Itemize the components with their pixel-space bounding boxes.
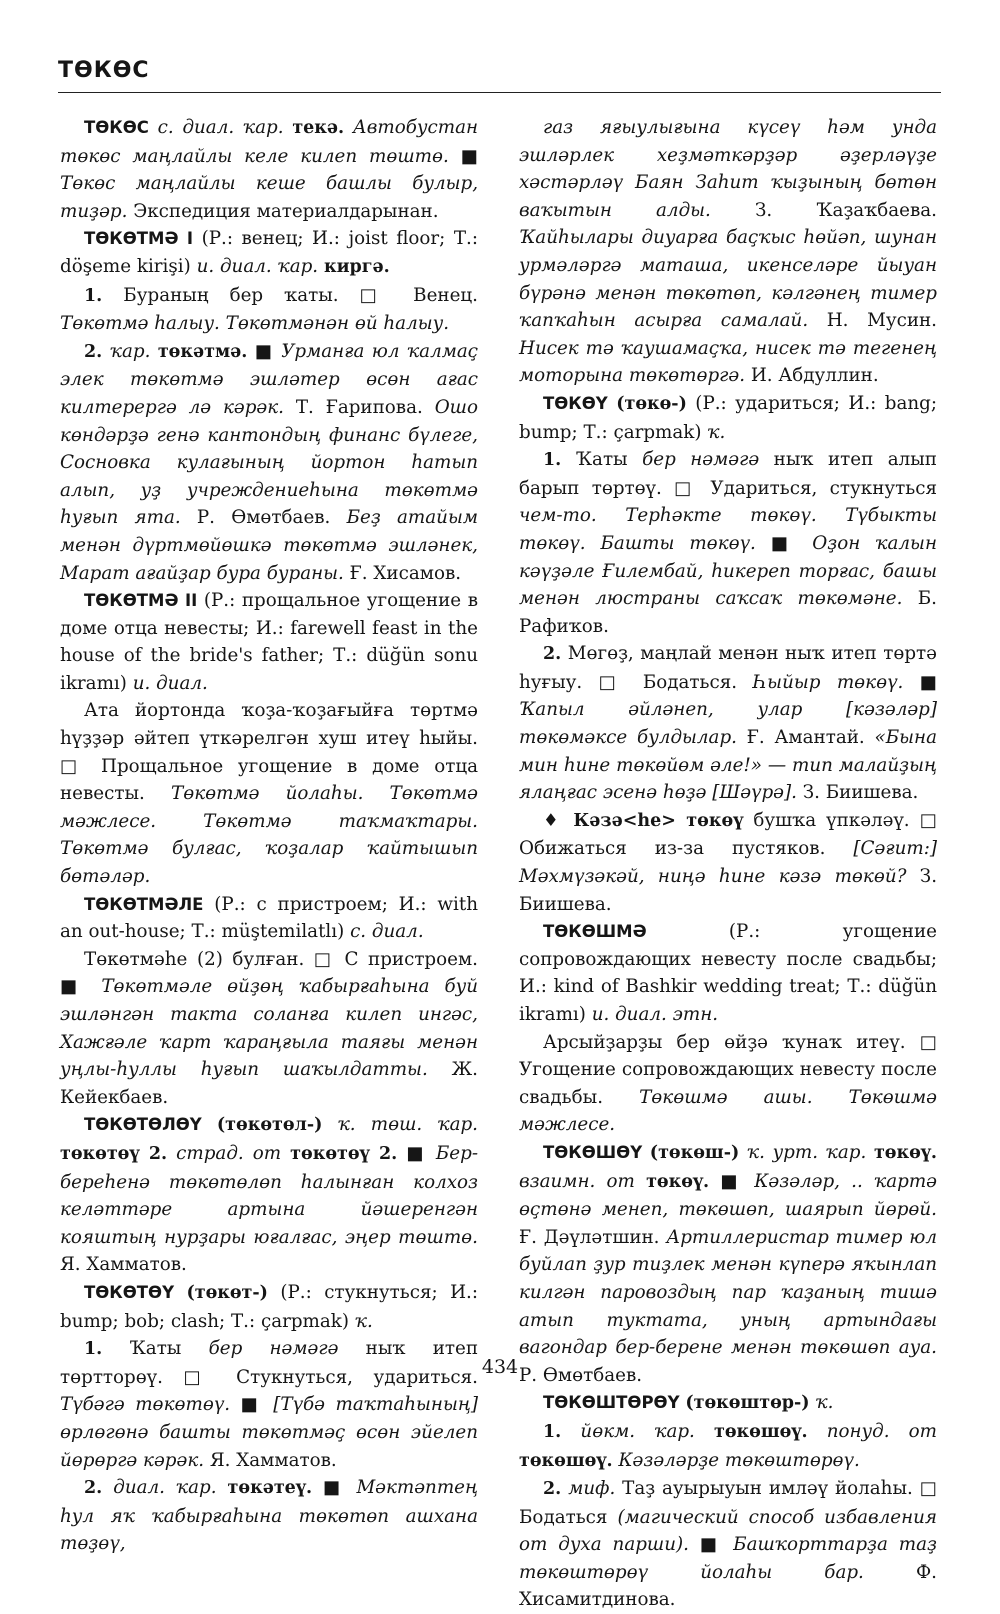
entry-text: ■ xyxy=(247,340,282,362)
entry-text: Ж. Кейекбаев. xyxy=(60,1059,478,1108)
dictionary-paragraph xyxy=(60,1474,478,1558)
headword: ТӨКӨҮ xyxy=(543,393,608,413)
entry-text: Башҡорттарҙа таҙ төкөштөрөү йолаһы бар. xyxy=(519,1534,937,1583)
entry-text: Урманға юл ҡалмаҫ элек төкөтмә эшләтер өсөн ағас килтерергә лә кәрәк. xyxy=(60,340,479,418)
entry-text: Б. Рафиҡов. xyxy=(519,588,937,637)
entry-text: ҡ. xyxy=(354,1310,373,1332)
entry-text: «Бына мин һине төкөйөм әле!» — тип малайҙың ялаңғас эсенә һөҙә [Шәүрә]. xyxy=(519,727,937,804)
entry-text: Төкөтмә йолаһы. Төкөтмә мәжлесе. Төкөтмә таҡмаҡтары. Төкөтмә булғас, ҡоҙалар ҡайтышып бөтәләр. xyxy=(60,783,478,888)
entry-text: Кәзәләр, .. ҡартә өҫтөнә менеп, төкөшөп, шаярып йөрөй. xyxy=(519,1170,937,1221)
entry-text xyxy=(739,1142,747,1163)
entry-text: ■ xyxy=(688,1534,734,1556)
entry-text xyxy=(102,1477,113,1498)
entry-text: диал. ҡар. xyxy=(113,1477,217,1499)
entry-text xyxy=(149,117,158,138)
entry-text: 1. xyxy=(84,285,103,306)
dictionary-paragraph xyxy=(519,446,937,640)
right-column xyxy=(519,114,937,1614)
entry-text: чем-то. Терһәкте төкөү. Түбыкты төкөү. Башты төкөү. xyxy=(519,505,937,554)
entry-text xyxy=(281,1143,290,1164)
dictionary-paragraph xyxy=(519,918,937,1028)
entry-text: ныҡ итеп алып барып төртөү. □ Удариться, стукнуться xyxy=(519,449,937,499)
entry-text: 2. xyxy=(543,1479,562,1500)
dictionary-paragraph xyxy=(519,114,937,390)
entry-text: Ф. Хисамитдинова. xyxy=(519,1561,937,1611)
entry-text: бер нәмәгә xyxy=(642,449,760,471)
headword: ТӨКӨШМӘ xyxy=(543,922,647,942)
entry-text: (төкөш-) xyxy=(649,1142,740,1163)
entry-text: төкөү. xyxy=(646,1171,710,1192)
entry-text: газ яғыулығына күсеү һәм унда эшләрлек хеҙмәткәрҙәр әҙерләүҙе хәстәрләү Баян Заһит ҡыҙының бөтөн ваҡытын алды. xyxy=(519,117,937,221)
entry-text: төкөү. xyxy=(873,1142,938,1163)
entry-text: понуд. от xyxy=(826,1420,938,1442)
entry-text: бушҡа үпкәләү. □ Обижаться из-за пустяков. xyxy=(519,809,937,860)
entry-text: и. диал. этн. xyxy=(591,1004,719,1025)
entry-text: ҡ. урт. ҡар. xyxy=(746,1141,867,1163)
entry-text: З. Биишева. xyxy=(796,782,919,804)
left-column xyxy=(60,114,478,1558)
dictionary-paragraph xyxy=(519,1475,937,1614)
entry-text: Ҡаты xyxy=(561,449,643,471)
entry-text: ■ xyxy=(312,1477,357,1499)
headword: ТӨКӨТМӘЛЕ xyxy=(84,894,204,914)
entry-text: [Түбә таҡтаһының] өрлөгөнә башты төкөтмәҫ өсөн эйелеп йөрөргә кәрәк. xyxy=(60,1394,478,1471)
entry-text: йөкм. ҡар. xyxy=(580,1420,695,1442)
entry-text: ҡар. xyxy=(109,340,151,362)
entry-text: төкөшөү. xyxy=(714,1421,808,1442)
entry-text: 2. xyxy=(543,644,562,665)
entry-text: Бураның бер ҡаты. □ Венец. xyxy=(102,284,478,306)
entry-text: төкөтөү 2. xyxy=(60,1143,168,1164)
entry-text: (төкөштөр-) xyxy=(685,1393,810,1414)
entry-text: Экспедиция материалдарынан. xyxy=(127,200,439,222)
entry-text xyxy=(167,1143,176,1164)
entry-text: Төкөс маңлайлы кеше башлы булыр, тиҙәр. xyxy=(60,173,478,222)
entry-text: Ошо көндәрҙә генә кантондың финанс бүлеге, Сосновка кулағының йортон һатып алып, уҙ учреждениеһына төкөтмә һуғып ята. xyxy=(60,396,478,529)
entry-text: киргә. xyxy=(323,256,390,277)
entry-text: Төкөтмә һалыу. Төкөтмәнән өй һалыу. xyxy=(60,313,450,335)
entry-text: Арсыйҙарҙы бер өйҙә ҡунаҡ итеү. □ Угощение сопровождающих невесту после свадьбы. xyxy=(519,1031,937,1108)
entry-text: Оҙон ҡалын кәүҙәле Ғилембай, һикереп торғас, башы менән люстраны саҡсаҡ төкөмәне. xyxy=(519,532,937,610)
entry-text xyxy=(608,393,616,414)
entry-text xyxy=(695,1421,714,1442)
entry-text: (Р.: угощение сопровождающих невесту после свадьбы; И.: kind of Bashkir wedding treat; Т.: düğün ikramı) xyxy=(519,921,937,1025)
entry-text: Ҡаты xyxy=(102,1338,209,1360)
entry-text: Төкөтмәле өйҙөң ҡабырғаһына буй эшләнгән такта соланға килеп ингәс, Хажғәле ҡарт ҡараңғыла таяғы менән уңлы-һуллы һуғып шаҡылдатты. xyxy=(60,976,478,1081)
headword: ТӨКӨТМӘ II xyxy=(84,591,198,611)
entry-text: ҡ. xyxy=(707,421,726,443)
entry-text: Кәзәләрҙе төкөштөрөү. xyxy=(618,1449,860,1471)
entry-text: (төкөт-) xyxy=(186,1282,268,1303)
entry-text: ■ xyxy=(230,1394,274,1416)
dictionary-paragraph xyxy=(60,1279,478,1335)
entry-text: с. диал. ҡар. xyxy=(157,117,284,138)
entry-text: Ҡапыл әйләнеп, улар [кәзәләр] төкөмәксе булдылар. xyxy=(519,699,937,749)
entry-text: Таҙ ауырыуын имләү йолаһы. □ Бодаться xyxy=(519,1478,937,1528)
headword: ТӨКӨТМӘ I xyxy=(84,229,194,249)
entry-text: Я. Хамматов. xyxy=(60,1254,187,1276)
entry-text: Төкөтмәһе (2) булған. □ С пристроем. ■ xyxy=(60,948,478,998)
entry-text: Т. Ғарипова. xyxy=(283,396,435,418)
entry-text: Р. Өмөтбаев. xyxy=(180,507,347,529)
entry-text xyxy=(642,1142,650,1163)
entry-text: 1. xyxy=(84,1339,103,1360)
dictionary-paragraph xyxy=(519,807,937,918)
entry-text: төкөшөү. xyxy=(519,1450,613,1471)
entry-text xyxy=(322,1114,337,1135)
dictionary-paragraph xyxy=(60,338,478,587)
dictionary-paragraph xyxy=(519,1139,937,1389)
entry-text: (Р.: прощальное угощение в доме отца невесты; И.: farewell feast in the house of the bride's father; Т.: düğün sonu ikramı) xyxy=(60,590,478,694)
entry-text: ■ xyxy=(709,1170,755,1192)
entry-text: Я. Хамматов. xyxy=(204,1449,337,1471)
dictionary-paragraph xyxy=(519,1029,937,1139)
dictionary-paragraph xyxy=(60,697,478,890)
entry-text: (Р.: с пристроем; И.: with an out-house; Т.: müştemilatlı) xyxy=(60,893,478,943)
entry-text xyxy=(202,1114,217,1135)
dictionary-paragraph xyxy=(60,891,478,946)
entry-text: Беҙ атайым менән дүртмөйөшкә төкөтмә эшләнек, Марат ағайҙар бура бураны. xyxy=(60,507,478,584)
entry-text: 1. xyxy=(543,450,562,471)
entry-text: Түбәгә төкөтөү. xyxy=(60,1394,231,1416)
entry-text xyxy=(284,117,293,138)
entry-text: ҡ. төш. ҡар. xyxy=(337,1114,478,1136)
entry-text: ҡ. xyxy=(815,1392,834,1414)
entry-text: Бер-береһенә төкөтөлөп һалынған колхоз келәттәре артына йәшеренгән кояштың нурҙары юғалғас, эңер төштө. xyxy=(60,1142,479,1248)
entry-text: И. Абдуллин. xyxy=(745,365,879,387)
dictionary-paragraph xyxy=(60,114,478,225)
entry-text: 1. xyxy=(543,1421,562,1442)
entry-text: (төкө-) xyxy=(616,393,687,414)
headword: ТӨКӨТӨЛӨҮ xyxy=(84,1115,202,1135)
entry-text xyxy=(102,341,109,362)
entry-text: ныҡ итеп төртторөү. □ Стукнуться, удариться. xyxy=(60,1338,479,1388)
entry-text xyxy=(866,1142,874,1163)
headword: ТӨКӨТӨҮ xyxy=(84,1282,175,1302)
entry-text: Артиллеристар тимер юл буйлап ҙур тиҙлек менән күперә яҡынлап килгән паровоздың пар ҡаҙаның тишә атып туктата, уның артындағы вагондар бер-берене менән төкөшөп ауа. xyxy=(519,1226,937,1359)
entry-text: [Сәғит:] Мәхмүзәкәй, ниңә һине кәзә төкөй? xyxy=(519,838,937,888)
entry-text: (Р.: стукнуться; И.: bump; bob; clash; Т.: çarpmak) xyxy=(60,1281,478,1332)
entry-text: Автобустан төкөс маңлайлы келе килеп төштө. xyxy=(60,117,479,167)
entry-text xyxy=(561,1478,568,1499)
entry-text xyxy=(808,1421,827,1442)
dictionary-paragraph xyxy=(519,1418,937,1475)
running-head-title: ТӨКӨС xyxy=(58,58,150,83)
entry-text: ■ xyxy=(397,1142,436,1164)
dictionary-paragraph xyxy=(60,946,478,1112)
dictionary-paragraph xyxy=(60,1111,478,1279)
entry-text: Һыйыр төкөү. xyxy=(753,671,904,693)
entry-text: с. диал. xyxy=(350,921,424,943)
dictionary-paragraph xyxy=(519,1389,937,1418)
entry-text: Ҡайһылары диуарға баҫҡыс һөйәп, шунан урмәләргә маташа, икенселәре йыуан бүрәнә менән төкөтөп, кәлгәнең тимер ҡапҡаһын асырға самалай. xyxy=(519,227,937,332)
entry-text: Ата йортонда ҡоҙа-ҡоҙағыйға төртмә һүҙҙәр әйтеп үткәрелгән хуш итеү һыйы. □ Прощальное угощение в доме отца невесты. xyxy=(60,700,478,805)
entry-text: миф. xyxy=(568,1478,616,1500)
dictionary-paragraph xyxy=(519,390,937,446)
headword: ТӨКӨШӨҮ xyxy=(543,1142,643,1162)
entry-text xyxy=(217,1477,228,1498)
page-number: 434 xyxy=(481,1356,519,1378)
entry-text xyxy=(561,1421,580,1442)
entry-text: төкөтөү 2. xyxy=(290,1143,398,1164)
entry-text: ■ xyxy=(903,671,938,693)
headword: ТӨКӨС xyxy=(84,118,149,137)
entry-text: текә. xyxy=(292,118,345,138)
entry-text xyxy=(150,341,157,362)
entry-text: Мәктәптең һул яҡ ҡабырғаһына төкөтөп ашхана төҙөү, xyxy=(60,1477,478,1555)
entry-text: ■ xyxy=(755,532,813,554)
entry-text: (Р.: удариться; И.: bang; bump; Т.: çarpmak) xyxy=(519,392,938,443)
entry-text: бер нәмәгә xyxy=(208,1338,339,1360)
entry-text: Ғ. Амантай. xyxy=(736,727,875,749)
entry-text xyxy=(635,1171,646,1192)
dictionary-paragraph xyxy=(60,282,478,338)
dictionary-paragraph xyxy=(60,225,478,281)
entry-text: 2. xyxy=(84,341,103,362)
entry-text: и. диал. xyxy=(132,672,208,694)
entry-text: Мөгөҙ, маңлай менән ныҡ итеп төртә һуғыу. □ Бодаться. xyxy=(519,643,937,693)
entry-text: и. диал. ҡар. xyxy=(196,255,319,277)
entry-text: взаимн. от xyxy=(519,1170,635,1192)
entry-text: (Р.: венец; И.: joist floor; Т.: döşeme kirişi) xyxy=(60,228,478,277)
entry-text: З. Биишева. xyxy=(519,866,937,915)
dictionary-paragraph xyxy=(60,587,478,697)
entry-text: ♦ Кәзә<he> төкөү xyxy=(543,810,744,831)
entry-text: Ғ. Хисамов. xyxy=(343,562,462,584)
entry-text: Нисек тә ҡаушамаҫҡа, нисек тә тегенең моторына төкөтөргә. xyxy=(519,337,937,387)
running-header xyxy=(58,52,941,93)
entry-text: Ғ. Дәүләтшин. xyxy=(519,1226,667,1248)
entry-text: төкәтмә. xyxy=(157,341,248,362)
dictionary-paragraph xyxy=(519,640,937,807)
entry-text: Р. Өмөтбаев. xyxy=(519,1364,643,1386)
entry-text: страд. от xyxy=(176,1142,282,1164)
headword: ТӨКӨШТӨРӨҮ xyxy=(543,1393,680,1413)
entry-text: Н. Мусин. xyxy=(808,310,937,332)
entry-text: (магический способ избавления от духа парши). xyxy=(519,1506,937,1556)
entry-text: ■ xyxy=(448,145,478,167)
entry-text: төкәтеү. xyxy=(227,1478,313,1499)
entry-text xyxy=(344,117,353,138)
entry-text: Төкөшмә ашы. Төкөшмә мәжлесе. xyxy=(519,1086,937,1136)
entry-text xyxy=(174,1282,186,1303)
entry-text: 2. xyxy=(84,1478,103,1499)
entry-text: З. Ҡаҙаҡбаева. xyxy=(710,199,937,221)
entry-text: (төкөтөл-) xyxy=(216,1115,323,1136)
